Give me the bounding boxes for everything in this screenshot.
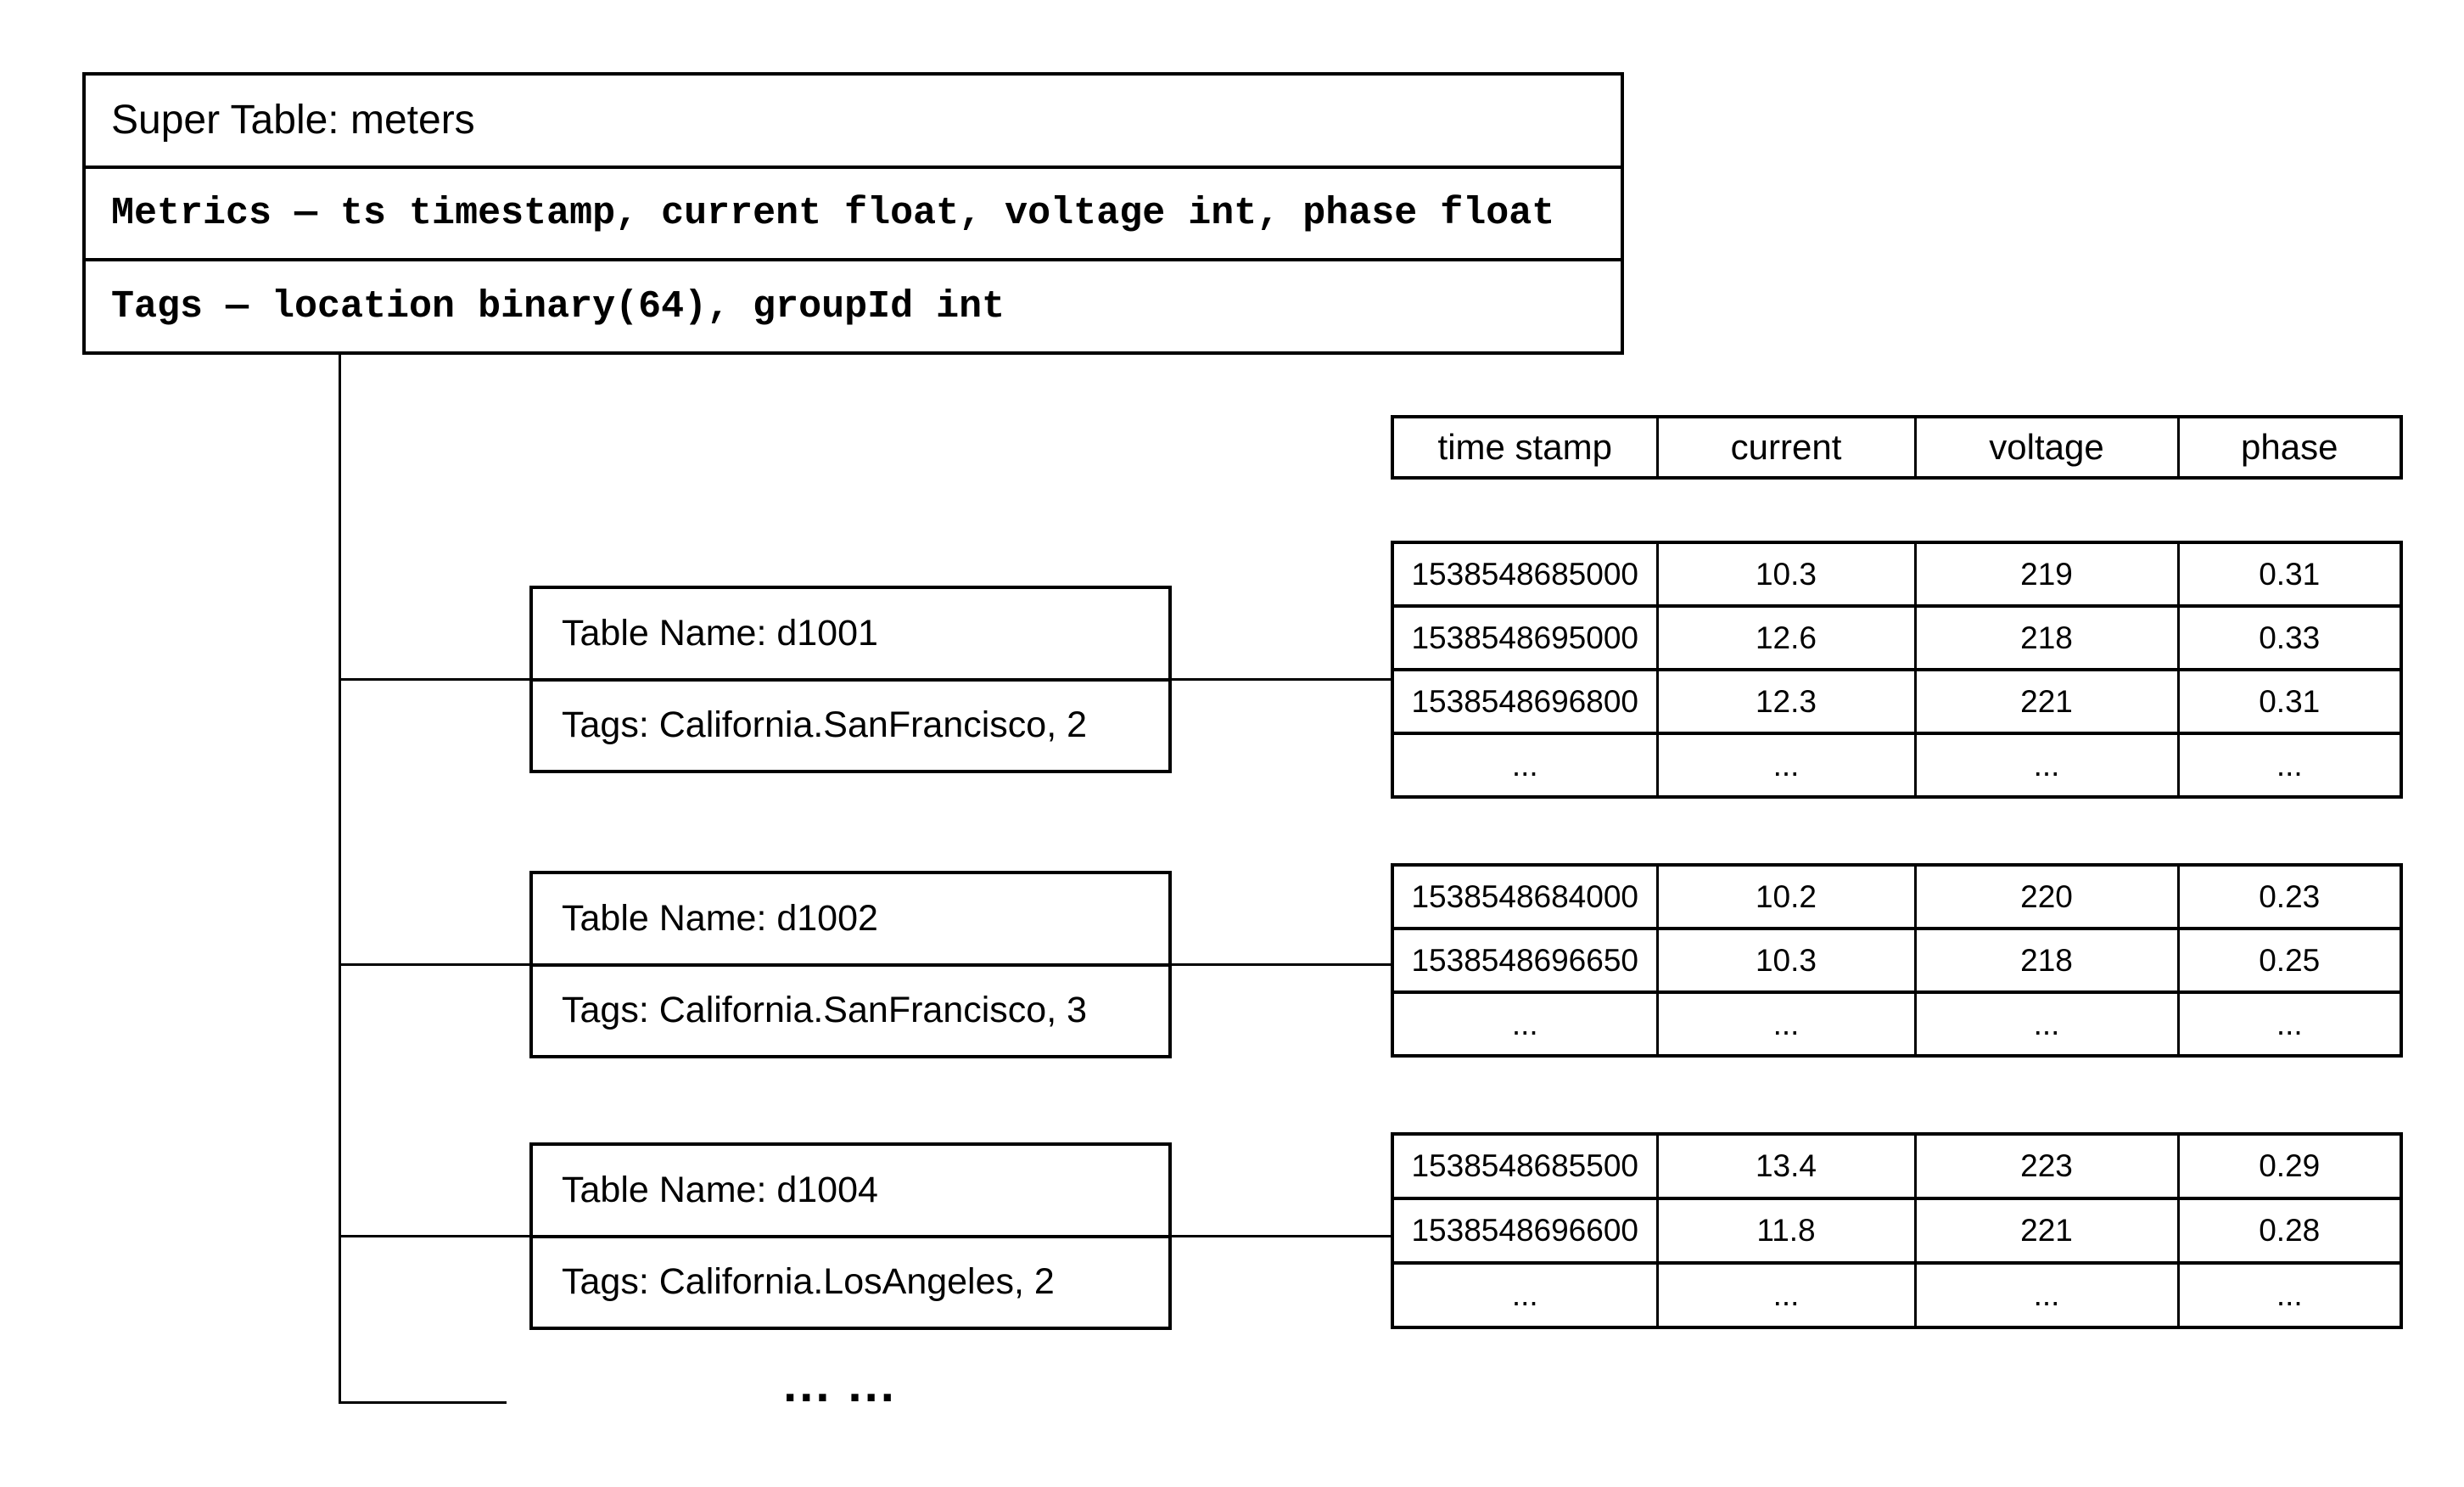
cell-ellipsis: ... xyxy=(1915,1263,2178,1327)
connector-d1004-to-data xyxy=(1169,1235,1391,1237)
super-table-tags: Tags — location binary(64), groupId int xyxy=(86,258,1621,351)
child-table-tags: Tags: California.SanFrancisco, 2 xyxy=(533,678,1168,771)
branch-line-more xyxy=(339,1401,507,1404)
child-table-name: Table Name: d1001 xyxy=(562,612,878,654)
table-row-ellipsis xyxy=(1392,992,2401,1056)
cell-timestamp: 1538548685500 xyxy=(1392,1134,1657,1198)
table-row xyxy=(1392,865,2401,929)
cell-voltage: 221 xyxy=(1915,670,2178,733)
child-table-name: Table Name: d1002 xyxy=(562,897,878,939)
cell-phase: 0.29 xyxy=(2178,1134,2401,1198)
cell-timestamp: 1538548684000 xyxy=(1392,865,1657,929)
super-table-title: Super Table: meters xyxy=(111,98,475,143)
cell-timestamp: 1538548696600 xyxy=(1392,1198,1657,1263)
table-row-ellipsis xyxy=(1392,1263,2401,1327)
cell-voltage: 223 xyxy=(1915,1134,2178,1198)
child-table-box-d1002 xyxy=(529,871,1172,1058)
child-table-tags: Tags: California.LosAngeles, 2 xyxy=(533,1235,1168,1327)
cell-ellipsis: ... xyxy=(2178,1263,2401,1327)
child-table-box-d1004 xyxy=(529,1142,1172,1330)
cell-ellipsis: ... xyxy=(2178,733,2401,797)
cell-timestamp: 1538548696800 xyxy=(1392,670,1657,733)
cell-ellipsis: ... xyxy=(2178,992,2401,1056)
cell-current: 13.4 xyxy=(1657,1134,1915,1198)
table-row xyxy=(1392,670,2401,733)
cell-current: 12.3 xyxy=(1657,670,1915,733)
cell-voltage: 218 xyxy=(1915,929,2178,992)
table-row xyxy=(1392,1134,2401,1198)
connector-d1002-to-data xyxy=(1169,963,1391,966)
data-table-d1001 xyxy=(1391,541,2403,799)
cell-current: 11.8 xyxy=(1657,1198,1915,1263)
table-row xyxy=(1392,542,2401,606)
cell-ellipsis: ... xyxy=(1657,992,1915,1056)
cell-voltage: 221 xyxy=(1915,1198,2178,1263)
child-table-box-d1001 xyxy=(529,586,1172,773)
super-table-box xyxy=(82,72,1624,355)
table-row-ellipsis xyxy=(1392,733,2401,797)
cell-current: 10.3 xyxy=(1657,542,1915,606)
header-cell-current: current xyxy=(1657,417,1915,478)
connector-d1001-to-data xyxy=(1169,678,1391,681)
branch-line-d1001 xyxy=(339,678,529,681)
cell-ellipsis: ... xyxy=(1392,733,1657,797)
cell-phase: 0.25 xyxy=(2178,929,2401,992)
cell-phase: 0.31 xyxy=(2178,542,2401,606)
super-table-metrics: Metrics — ts timestamp, current float, voltage int, phase float xyxy=(86,166,1621,259)
branch-line-d1004 xyxy=(339,1235,529,1237)
child-table-tags: Tags: California.SanFrancisco, 3 xyxy=(533,963,1168,1056)
cell-current: 10.3 xyxy=(1657,929,1915,992)
cell-ellipsis: ... xyxy=(1657,733,1915,797)
table-row xyxy=(1392,606,2401,670)
header-row xyxy=(1392,417,2401,478)
cell-timestamp: 1538548696650 xyxy=(1392,929,1657,992)
more-tables-ellipsis: ... ... xyxy=(783,1357,897,1412)
data-column-header xyxy=(1391,415,2403,480)
cell-ellipsis: ... xyxy=(1657,1263,1915,1327)
cell-ellipsis: ... xyxy=(1392,992,1657,1056)
cell-phase: 0.28 xyxy=(2178,1198,2401,1263)
cell-timestamp: 1538548695000 xyxy=(1392,606,1657,670)
header-cell-timestamp: time stamp xyxy=(1392,417,1657,478)
child-table-name: Table Name: d1004 xyxy=(562,1169,878,1210)
cell-phase: 0.31 xyxy=(2178,670,2401,733)
cell-voltage: 219 xyxy=(1915,542,2178,606)
trunk-connector-line xyxy=(339,355,341,1404)
cell-timestamp: 1538548685000 xyxy=(1392,542,1657,606)
data-table-d1002 xyxy=(1391,863,2403,1058)
cell-current: 12.6 xyxy=(1657,606,1915,670)
cell-current: 10.2 xyxy=(1657,865,1915,929)
branch-line-d1002 xyxy=(339,963,529,966)
cell-ellipsis: ... xyxy=(1915,992,2178,1056)
table-row xyxy=(1392,1198,2401,1263)
table-row xyxy=(1392,929,2401,992)
cell-voltage: 218 xyxy=(1915,606,2178,670)
cell-phase: 0.23 xyxy=(2178,865,2401,929)
cell-ellipsis: ... xyxy=(1915,733,2178,797)
cell-voltage: 220 xyxy=(1915,865,2178,929)
cell-phase: 0.33 xyxy=(2178,606,2401,670)
data-table-d1004 xyxy=(1391,1132,2403,1329)
header-cell-voltage: voltage xyxy=(1915,417,2178,478)
cell-ellipsis: ... xyxy=(1392,1263,1657,1327)
header-cell-phase: phase xyxy=(2178,417,2401,478)
